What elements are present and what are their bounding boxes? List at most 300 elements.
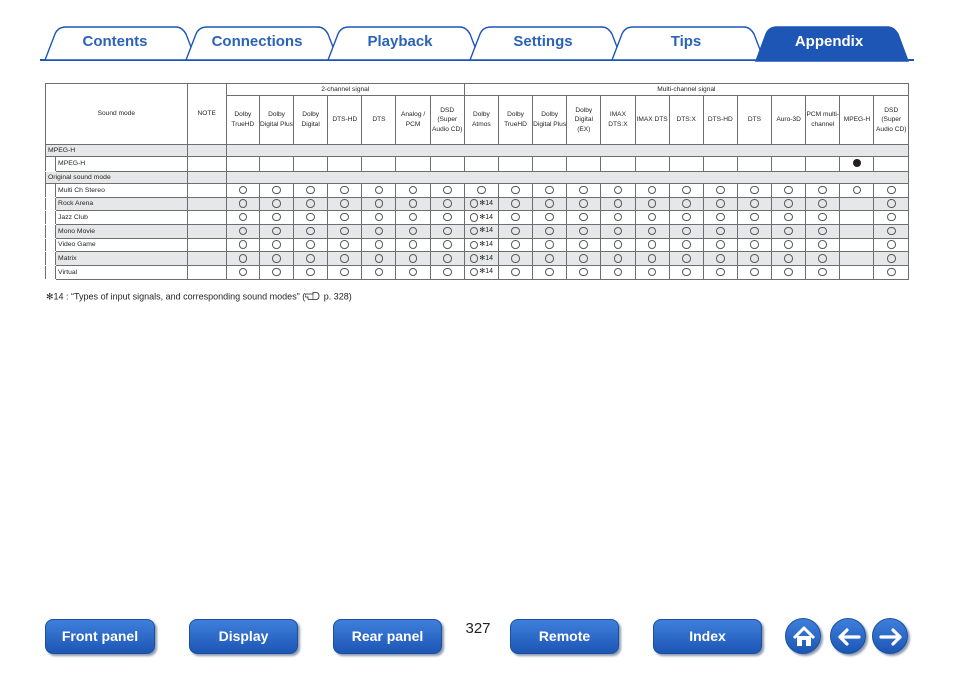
row-indent [46, 184, 56, 198]
column-header: DSD (Super Audio CD) [874, 96, 909, 145]
table-cell [464, 197, 498, 211]
table-cell [772, 197, 806, 211]
table-cell [703, 225, 737, 239]
table-cell [259, 197, 293, 211]
footnote-ref: ✻14 [479, 241, 493, 249]
circle-icon [614, 268, 623, 277]
table-cell [772, 238, 806, 252]
circle-icon [375, 227, 384, 236]
row-name: Video Game [56, 238, 188, 252]
table-cell [669, 211, 703, 225]
table-cell [328, 197, 362, 211]
original-sound-mode-rows [46, 184, 909, 280]
table-cell [533, 157, 567, 172]
circle-icon [511, 199, 520, 208]
row-indent [46, 197, 56, 211]
circle-icon [682, 186, 691, 195]
row-note [187, 266, 226, 280]
table-cell [328, 252, 362, 266]
table-cell [498, 225, 532, 239]
table-cell [464, 266, 498, 280]
circle-icon [306, 213, 315, 222]
circle-icon [579, 213, 588, 222]
table-cell [294, 197, 328, 211]
table-cell [840, 197, 874, 211]
page-number: 327 [465, 620, 491, 637]
circle-icon [239, 240, 248, 249]
table-cell [874, 266, 909, 280]
table-cell [669, 266, 703, 280]
circle-icon [443, 199, 452, 208]
table-cell [464, 211, 498, 225]
table-cell [464, 225, 498, 239]
circle-icon [716, 186, 725, 195]
table-cell [840, 252, 874, 266]
table-cell [259, 211, 293, 225]
circle-icon [409, 254, 418, 263]
table-cell [294, 157, 328, 172]
row-indent [46, 252, 56, 266]
table-cell [533, 225, 567, 239]
circle-icon [579, 254, 588, 263]
table-row [46, 225, 909, 239]
row-indent [46, 225, 56, 239]
circle-icon [818, 186, 827, 195]
column-header: IMAX DTS [635, 96, 669, 145]
table-cell [703, 157, 737, 172]
table-cell [601, 266, 635, 280]
filled-dot-icon [853, 159, 861, 167]
hand-pointer-icon [305, 291, 321, 303]
table-cell [635, 266, 669, 280]
table-cell [533, 197, 567, 211]
circle-icon [470, 254, 479, 263]
circle-icon [682, 240, 691, 249]
circle-icon [614, 199, 623, 208]
circle-icon [784, 186, 793, 195]
circle-icon [818, 199, 827, 208]
column-header: DTS:X [669, 96, 703, 145]
column-header: Dolby TrueHD [226, 96, 259, 145]
table-cell [430, 157, 464, 172]
table-cell [635, 157, 669, 172]
circle-icon [682, 254, 691, 263]
sound-mode-table [45, 83, 909, 280]
circle-icon [545, 268, 554, 277]
circle-icon [272, 254, 281, 263]
tab-contents[interactable]: Contents [82, 33, 148, 50]
table-cell [328, 211, 362, 225]
table-cell [874, 157, 909, 172]
circle-icon [682, 199, 691, 208]
table-cell [840, 184, 874, 198]
row-indent [46, 266, 56, 280]
circle-icon [579, 240, 588, 249]
table-cell [874, 252, 909, 266]
circle-icon [340, 213, 349, 222]
table-cell [772, 157, 806, 172]
row-name: Virtual [56, 266, 188, 280]
circle-icon [750, 268, 759, 277]
circle-icon [614, 254, 623, 263]
table-cell [362, 266, 396, 280]
circle-icon [579, 268, 588, 277]
footnote-ref: ✻14 [479, 199, 493, 207]
table-cell [737, 225, 771, 239]
table-cell [430, 211, 464, 225]
tab-appendix[interactable]: Appendix [794, 33, 864, 50]
index-button[interactable]: Index [653, 619, 762, 654]
circle-icon [409, 227, 418, 236]
circle-icon [784, 240, 793, 249]
circle-icon [887, 240, 896, 249]
circle-icon [545, 186, 554, 195]
circle-icon [818, 213, 827, 222]
circle-icon [272, 227, 281, 236]
circle-icon [443, 186, 452, 195]
row-note [187, 211, 226, 225]
table-cell [567, 157, 601, 172]
footnote-ref: ✻14 [479, 268, 493, 276]
table-cell [806, 238, 840, 252]
table-cell [294, 252, 328, 266]
circle-icon [409, 213, 418, 222]
table-cell [737, 252, 771, 266]
table-cell [498, 211, 532, 225]
circle-icon [750, 227, 759, 236]
rear-panel-button[interactable]: Rear panel [333, 619, 442, 654]
circle-icon [409, 268, 418, 277]
circle-icon [409, 240, 418, 249]
footnote [46, 291, 352, 303]
circle-icon [716, 240, 725, 249]
table-cell [567, 225, 601, 239]
table-cell [533, 184, 567, 198]
circle-icon [750, 213, 759, 222]
circle-icon [579, 227, 588, 236]
table-cell [635, 184, 669, 198]
circle-icon [545, 240, 554, 249]
row-name: Rock Arena [56, 197, 188, 211]
footnote-text-after: p. 328) [321, 291, 352, 302]
table-cell [430, 238, 464, 252]
tab-tips[interactable]: Tips [670, 33, 702, 50]
display-button[interactable]: Display [189, 619, 298, 654]
row-note [187, 157, 226, 172]
circle-icon [853, 186, 862, 195]
table-cell [464, 184, 498, 198]
table-cell [703, 266, 737, 280]
column-header: DSD (Super Audio CD) [430, 96, 464, 145]
table-row [46, 238, 909, 252]
arrow-left-icon [831, 619, 867, 655]
table-cell [601, 211, 635, 225]
table-cell [874, 197, 909, 211]
table-cell [874, 211, 909, 225]
table-cell [396, 211, 430, 225]
circle-icon [716, 227, 725, 236]
table-cell [396, 197, 430, 211]
back-button[interactable] [830, 618, 866, 654]
table-cell [396, 266, 430, 280]
column-header: Dolby Digital [294, 96, 328, 145]
circle-icon [272, 186, 281, 195]
circle-icon [306, 268, 315, 277]
table-cell [737, 266, 771, 280]
table-cell [635, 225, 669, 239]
row-name: Matrix [56, 252, 188, 266]
table-cell [328, 266, 362, 280]
table-cell [635, 238, 669, 252]
table-cell [294, 184, 328, 198]
table-cell [226, 238, 259, 252]
table-cell [498, 266, 532, 280]
sound-mode-header: Sound mode [46, 84, 188, 145]
table-cell [362, 252, 396, 266]
circle-icon [648, 227, 657, 236]
table-cell [806, 211, 840, 225]
table-cell [601, 157, 635, 172]
home-button[interactable] [785, 618, 821, 654]
circle-icon [340, 254, 349, 263]
table-cell [772, 266, 806, 280]
table-cell [226, 252, 259, 266]
row-note [187, 225, 226, 239]
table-cell [601, 238, 635, 252]
table-cell [772, 252, 806, 266]
column-header: DTS [362, 96, 396, 145]
circle-icon [239, 227, 248, 236]
table-cell [362, 157, 396, 172]
table-cell [533, 238, 567, 252]
column-header: DTS-HD [703, 96, 737, 145]
table-row [46, 266, 909, 280]
row-indent [46, 238, 56, 252]
circle-icon [750, 254, 759, 263]
table-cell [294, 225, 328, 239]
circle-icon [648, 254, 657, 263]
circle-icon [887, 213, 896, 222]
circle-icon [545, 199, 554, 208]
column-header: Dolby Digital (EX) [567, 96, 601, 145]
row-name: Mono Movie [56, 225, 188, 239]
circle-icon [511, 186, 520, 195]
circle-icon [511, 227, 520, 236]
group-label-original: Original sound mode [46, 172, 188, 184]
table-cell [362, 197, 396, 211]
table-cell [396, 238, 430, 252]
circle-icon [306, 240, 315, 249]
table-cell [498, 197, 532, 211]
sound-mode-table-wrapper [45, 83, 909, 280]
table-cell [806, 252, 840, 266]
circle-icon [716, 199, 725, 208]
group-label-mpegh: MPEG-H [46, 145, 188, 157]
multi-channel-header: Multi-channel signal [464, 84, 908, 96]
tab-playback[interactable]: Playback [367, 33, 433, 50]
table-cell [874, 184, 909, 198]
circle-icon [614, 227, 623, 236]
two-channel-header: 2-channel signal [226, 84, 464, 96]
table-cell [226, 266, 259, 280]
circle-icon [750, 240, 759, 249]
table-cell [567, 266, 601, 280]
circle-icon [272, 268, 281, 277]
circle-icon [340, 199, 349, 208]
table-cell [669, 252, 703, 266]
circle-icon [443, 254, 452, 263]
circle-icon [818, 227, 827, 236]
circle-icon [470, 241, 479, 250]
circle-icon [375, 186, 384, 195]
table-cell [840, 211, 874, 225]
circle-icon [470, 268, 479, 277]
table-cell [703, 184, 737, 198]
circle-icon [648, 186, 657, 195]
table-cell [430, 225, 464, 239]
table-cell [226, 197, 259, 211]
row-name: Multi Ch Stereo [56, 184, 188, 198]
column-header: MPEG-H [840, 96, 874, 145]
circle-icon [716, 254, 725, 263]
column-header: DTS-HD [328, 96, 362, 145]
table-cell [806, 184, 840, 198]
circle-icon [443, 227, 452, 236]
table-cell [567, 184, 601, 198]
circle-icon [239, 186, 248, 195]
circle-icon [511, 254, 520, 263]
circle-icon [511, 240, 520, 249]
table-cell [601, 252, 635, 266]
circle-icon [887, 186, 896, 195]
table-cell [635, 211, 669, 225]
table-cell [703, 197, 737, 211]
circle-icon [545, 254, 554, 263]
circle-icon [340, 186, 349, 195]
column-header: Dolby Digital Plus [533, 96, 567, 145]
table-cell [874, 225, 909, 239]
circle-icon [470, 199, 479, 208]
tab-connections[interactable]: Connections [211, 33, 303, 50]
circle-icon [340, 227, 349, 236]
circle-icon [443, 268, 452, 277]
table-cell [840, 238, 874, 252]
table-cell [601, 184, 635, 198]
circle-icon [375, 199, 384, 208]
circle-icon [887, 199, 896, 208]
table-cell [669, 157, 703, 172]
table-cell [328, 184, 362, 198]
table-cell [669, 225, 703, 239]
table-cell [464, 157, 498, 172]
group-row-original [46, 172, 909, 184]
table-row [46, 184, 909, 198]
table-cell [464, 252, 498, 266]
circle-icon [409, 186, 418, 195]
circle-icon [614, 186, 623, 195]
circle-icon [375, 268, 384, 277]
circle-icon [511, 268, 520, 277]
forward-button[interactable] [872, 618, 908, 654]
circle-icon [306, 199, 315, 208]
table-cell [498, 252, 532, 266]
row-name: MPEG-H [56, 157, 188, 172]
circle-icon [375, 254, 384, 263]
table-cell [259, 238, 293, 252]
row-note [187, 184, 226, 198]
table-cell [498, 184, 532, 198]
column-header: PCM multi-channel [806, 96, 840, 145]
table-row [46, 197, 909, 211]
footnote-ref: ✻14 [479, 213, 493, 221]
table-cell [430, 266, 464, 280]
table-cell [396, 157, 430, 172]
table-cell [840, 157, 874, 172]
table-cell [840, 266, 874, 280]
table-cell [259, 225, 293, 239]
table-cell [806, 225, 840, 239]
table-cell [396, 252, 430, 266]
table-cell [567, 211, 601, 225]
table-cell [737, 197, 771, 211]
table-cell [806, 157, 840, 172]
tab-settings[interactable]: Settings [513, 33, 573, 50]
circle-icon [818, 254, 827, 263]
circle-icon [470, 213, 479, 222]
table-cell [669, 184, 703, 198]
footnote-ref: ✻14 [479, 227, 493, 235]
circle-icon [375, 213, 384, 222]
table-cell [328, 238, 362, 252]
circle-icon [750, 199, 759, 208]
table-cell [703, 211, 737, 225]
table-cell [772, 211, 806, 225]
circle-icon [272, 240, 281, 249]
table-cell [396, 225, 430, 239]
table-cell [601, 197, 635, 211]
circle-icon [887, 254, 896, 263]
table-cell [772, 225, 806, 239]
circle-icon [239, 213, 248, 222]
circle-icon [477, 186, 486, 195]
circle-icon [648, 268, 657, 277]
table-cell [635, 197, 669, 211]
circle-icon [340, 240, 349, 249]
circle-icon [716, 268, 725, 277]
front-panel-button[interactable]: Front panel [45, 619, 155, 654]
table-cell [430, 252, 464, 266]
table-cell [362, 225, 396, 239]
footnote-ref: ✻14 [479, 254, 493, 262]
table-cell [226, 184, 259, 198]
circle-icon [648, 240, 657, 249]
remote-button[interactable]: Remote [510, 619, 619, 654]
table-cell [259, 266, 293, 280]
circle-icon [340, 268, 349, 277]
circle-icon [682, 213, 691, 222]
circle-icon [818, 240, 827, 249]
note-header: NOTE [187, 84, 226, 145]
table-cell [259, 184, 293, 198]
column-header: Auro-3D [772, 96, 806, 145]
table-cell [430, 184, 464, 198]
circle-icon [239, 268, 248, 277]
table-cell [294, 211, 328, 225]
table-cell [840, 225, 874, 239]
circle-icon [306, 227, 315, 236]
circle-icon [579, 199, 588, 208]
circle-icon [784, 213, 793, 222]
